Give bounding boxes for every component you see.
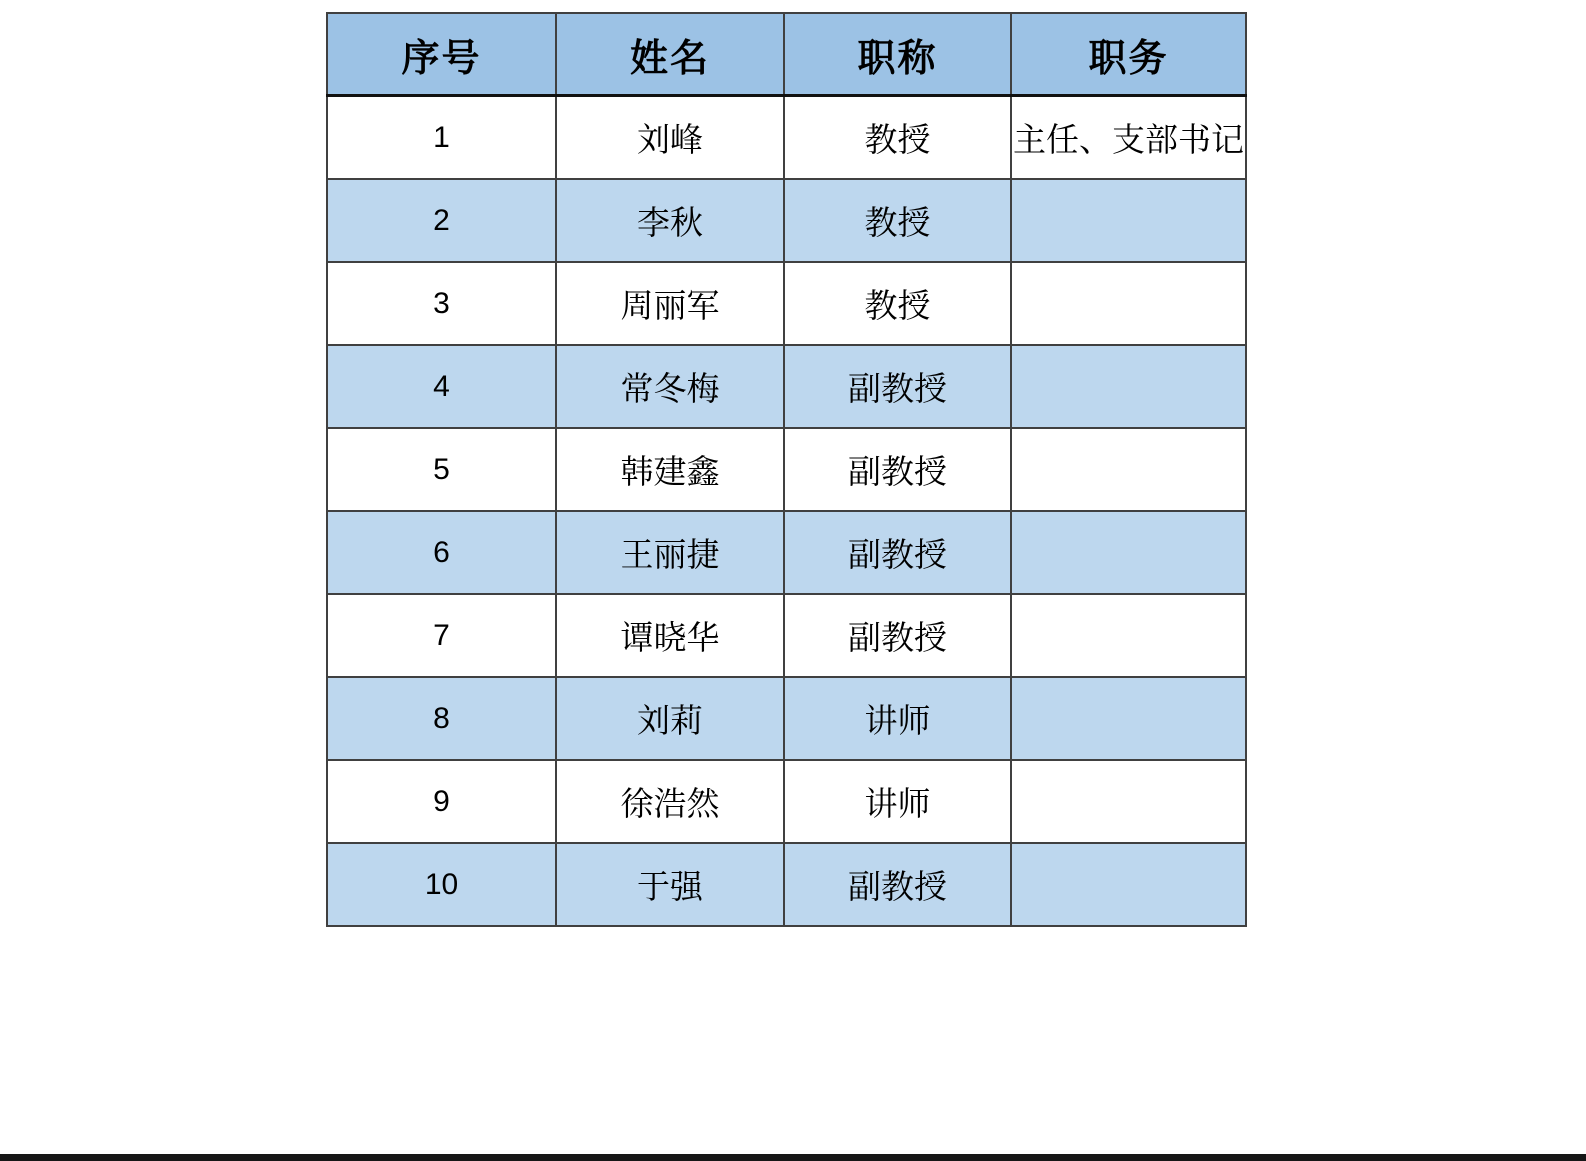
cell-name: 刘峰 — [556, 96, 784, 180]
cell-position — [1011, 677, 1246, 760]
table-row — [327, 594, 1246, 677]
cell-name: 周丽军 — [556, 262, 784, 345]
cell-position — [1011, 262, 1246, 345]
cell-no: 7 — [327, 594, 556, 677]
staff-table — [326, 12, 1247, 927]
cell-no: 6 — [327, 511, 556, 594]
table-row — [327, 262, 1246, 345]
cell-name: 王丽捷 — [556, 511, 784, 594]
cell-no: 1 — [327, 96, 556, 180]
cell-title: 讲师 — [784, 677, 1011, 760]
cell-position — [1011, 511, 1246, 594]
cell-position — [1011, 843, 1246, 926]
cell-title: 副教授 — [784, 511, 1011, 594]
cell-name: 于强 — [556, 843, 784, 926]
cell-title: 教授 — [784, 96, 1011, 180]
table-row — [327, 179, 1246, 262]
cell-title: 教授 — [784, 179, 1011, 262]
table-row — [327, 843, 1246, 926]
cell-title: 副教授 — [784, 594, 1011, 677]
table-row — [327, 677, 1246, 760]
cell-name: 韩建鑫 — [556, 428, 784, 511]
cell-title: 副教授 — [784, 428, 1011, 511]
column-header-name: 姓名 — [556, 13, 784, 96]
cell-name: 李秋 — [556, 179, 784, 262]
cell-no: 9 — [327, 760, 556, 843]
cell-name: 徐浩然 — [556, 760, 784, 843]
window-bottom-edge — [0, 1154, 1586, 1161]
table-header-row — [327, 13, 1246, 96]
cell-no: 8 — [327, 677, 556, 760]
cell-name: 刘莉 — [556, 677, 784, 760]
cell-no: 4 — [327, 345, 556, 428]
cell-title: 教授 — [784, 262, 1011, 345]
table-row — [327, 511, 1246, 594]
cell-no: 10 — [327, 843, 556, 926]
cell-name: 常冬梅 — [556, 345, 784, 428]
column-header-position: 职务 — [1011, 13, 1246, 96]
cell-title: 副教授 — [784, 843, 1011, 926]
cell-no: 5 — [327, 428, 556, 511]
document-page — [326, 12, 1247, 927]
cell-name: 谭晓华 — [556, 594, 784, 677]
cell-title: 讲师 — [784, 760, 1011, 843]
table-row — [327, 428, 1246, 511]
cell-position — [1011, 345, 1246, 428]
cell-position — [1011, 179, 1246, 262]
cell-no: 3 — [327, 262, 556, 345]
column-header-no: 序号 — [327, 13, 556, 96]
cell-position — [1011, 594, 1246, 677]
cell-position: 主任、支部书记 — [1011, 96, 1246, 180]
cell-position — [1011, 428, 1246, 511]
cell-title: 副教授 — [784, 345, 1011, 428]
table-row — [327, 760, 1246, 843]
table-row — [327, 96, 1246, 180]
table-row — [327, 345, 1246, 428]
cell-no: 2 — [327, 179, 556, 262]
cell-position — [1011, 760, 1246, 843]
column-header-title: 职称 — [784, 13, 1011, 96]
